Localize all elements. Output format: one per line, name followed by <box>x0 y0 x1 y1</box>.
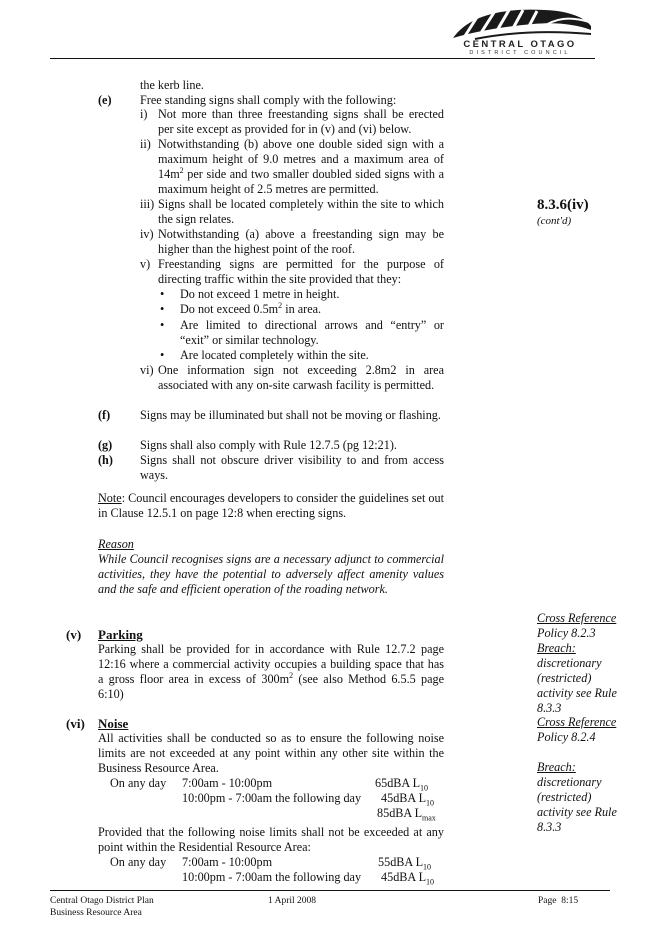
sub-text-ii: Notwithstanding (b) above one double sided sign with a maximum height of 9.0 metres and a maximum area of $14m^2$ per side and two smaller doubled sided signs with a maximum height of 2.5 metres are permitted. <box>158 137 444 196</box>
parking-breach-label: Breach: <box>537 641 576 655</box>
residential-level-1: 55dBA $L_{10}$ <box>378 855 432 872</box>
parking-heading: Parking <box>98 627 143 642</box>
bullet-text-3: Are limited to directional arrows and “entry” or “exit” or similar technology. <box>180 318 444 347</box>
sub-text-i: Not more than three freestanding signs shall be erected per site except as provided for in (v) and (vi) below. <box>158 107 444 136</box>
business-day-label: On any day <box>110 776 167 790</box>
bullet-text-2: Do not exceed $0.5m^2$ in area. <box>180 300 322 316</box>
rule-reference: 8.3.6(iv) <box>537 197 589 213</box>
footer-page-number: Page 8:15 <box>538 896 579 906</box>
parking-cross-ref-label: Cross Reference <box>537 611 617 625</box>
noise-cross-ref-policy: Policy 8.2.4 <box>537 730 596 744</box>
header-divider <box>50 58 595 59</box>
item-label-h: (h) <box>98 453 113 467</box>
business-level-3: 85dBA $L_{max}$ <box>377 806 436 823</box>
residential-level-2: 45dBA $L_{10}$ <box>381 870 435 887</box>
item-e-text: Free standing signs shall comply with the following: <box>140 93 397 107</box>
sub-text-iv: Notwithstanding (a) above a freestanding sign may be higher than the highest point of the roof. <box>158 227 444 256</box>
item-label-e: (e) <box>98 93 112 107</box>
bullet-text-4: Are located completely within the site. <box>180 348 369 362</box>
parking-breach-text: discretionary (restricted) activity see Rule 8.3.3 <box>537 656 617 715</box>
item-label-f: (f) <box>98 408 111 422</box>
item-g-text: Signs shall also comply with Rule 12.7.5 (pg 12:21). <box>140 438 397 452</box>
note-paragraph: Note: Council encourages developers to consider the guidelines set out in Clause 12.5.1 on page 12:8 when erecting signs. <box>98 491 444 520</box>
bullet-icon: • <box>160 348 165 362</box>
business-level-2: 45dBA $L_{10}$ <box>381 791 435 808</box>
item-label-g: (g) <box>98 438 113 452</box>
residential-time-2: 10:00pm - 7:00am the following day <box>182 870 362 884</box>
noise-text: All activities shall be conducted so as to ensure the following noise limits are not exceeded at any point within any other site within the Business Resource Area. <box>98 731 444 775</box>
noise-heading: Noise <box>98 716 129 731</box>
bullet-icon: • <box>160 287 165 301</box>
footer-divider <box>50 890 610 891</box>
noise-breach-text: discretionary (restricted) activity see Rule 8.3.3 <box>537 775 617 834</box>
bullet-icon: • <box>160 318 165 332</box>
residential-day-label: On any day <box>110 855 167 869</box>
item-f-text: Signs may be illuminated but shall not be moving or flashing. <box>140 408 441 422</box>
continued-text: the kerb line. <box>140 78 204 92</box>
bullet-icon: • <box>160 302 165 316</box>
council-logo <box>445 6 595 56</box>
item-label-parking: (v) <box>66 627 82 642</box>
reason-text: While Council recognises signs are a necessary adjunct to commercial activities, they have the potential to adversely affect amenity values and the safe and efficient operation of the roading network. <box>98 552 444 596</box>
sub-text-v: Freestanding signs are permitted for the purpose of directing traffic within the site provided that they: <box>158 257 444 286</box>
business-level-1: 65dBA $L_{10}$ <box>375 776 429 793</box>
noise-breach-label: Breach: <box>537 760 576 774</box>
footer-date: 1 April 2008 <box>268 896 317 906</box>
item-h-text: Signs shall not obscure driver visibility to and from access ways. <box>140 453 444 482</box>
hills-logo-icon <box>445 6 595 40</box>
item-label-noise: (vi) <box>66 716 85 731</box>
sub-num-i: i) <box>140 107 148 121</box>
sub-num-ii: ii) <box>140 137 151 151</box>
sub-num-vi: vi) <box>140 363 154 377</box>
residential-time-1: 7:00am - 10:00pm <box>182 855 273 869</box>
reason-heading: Reason <box>98 537 134 551</box>
sub-num-v: v) <box>140 257 151 271</box>
sub-text-vi: One information sign not exceeding 2.8m2 in area associated with any on-site carwash facility is permitted. <box>158 363 444 392</box>
sub-text-iii: Signs shall be located completely within the site to which the sign relates. <box>158 197 444 226</box>
noise-cross-ref-label: Cross Reference <box>537 715 617 729</box>
bullet-text-1: Do not exceed 1 metre in height. <box>180 287 340 301</box>
business-time-2: 10:00pm - 7:00am the following day <box>182 791 362 805</box>
sub-num-iv: iv) <box>140 227 154 241</box>
parking-text: Parking shall be provided for in accordance with Rule 12.7.2 page 12:16 where a commercial activity occupies a building space that has a gross floor area in excess of $300m^2$ (see also Method 6.5.5 page 6:10) <box>98 642 444 701</box>
logo-subtitle: DISTRICT COUNCIL <box>469 50 571 56</box>
footer-section-name: Business Resource Area <box>50 908 142 918</box>
parking-cross-ref-policy: Policy 8.2.3 <box>537 626 596 640</box>
footer-plan-name: Central Otago District Plan <box>50 896 154 906</box>
provided-text: Provided that the following noise limits shall not be exceeded at any point within the Residential Resource Area: <box>98 825 444 854</box>
logo-name: CENTRAL OTAGO <box>463 39 577 50</box>
rule-reference-note: (cont'd) <box>537 215 572 227</box>
business-time-1: 7:00am - 10:00pm <box>182 776 273 790</box>
note-label: Note <box>98 491 122 505</box>
sub-num-iii: iii) <box>140 197 155 211</box>
